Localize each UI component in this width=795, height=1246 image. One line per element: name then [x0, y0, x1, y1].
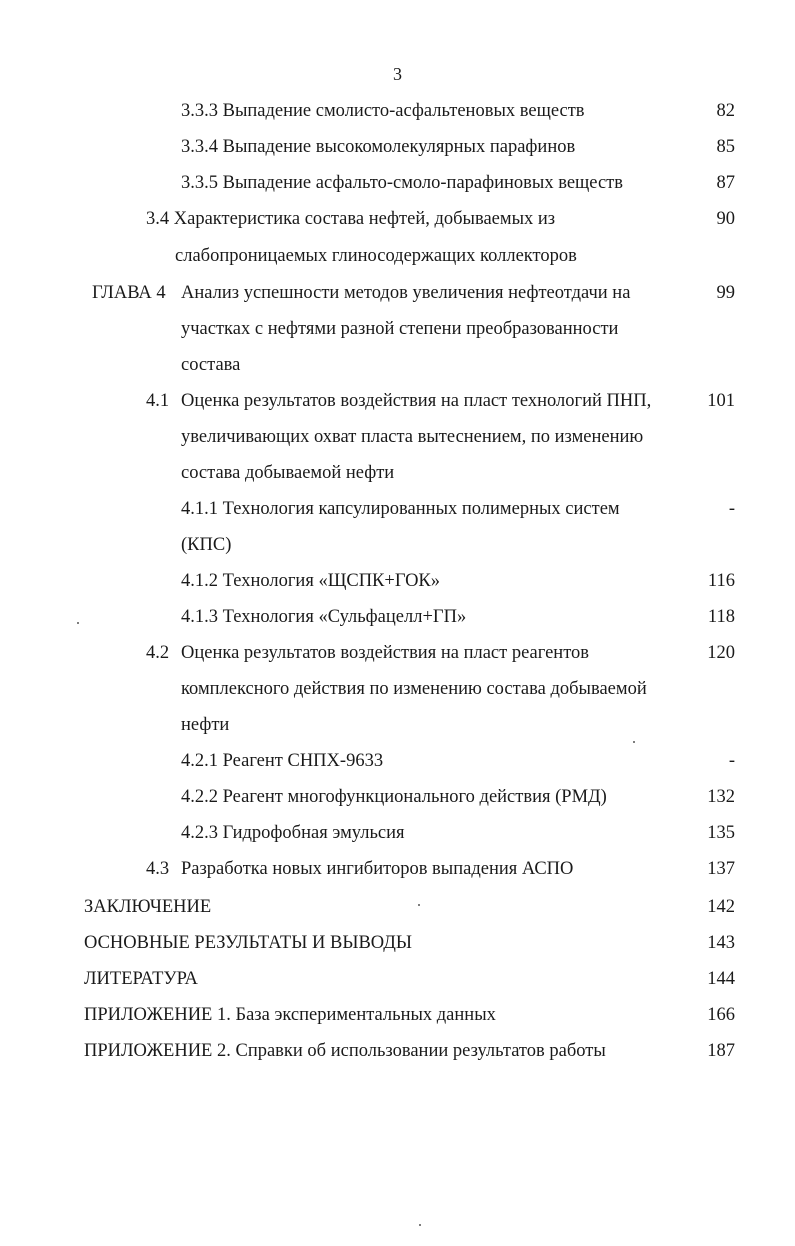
- toc-entry-4-2-3-page: 135: [707, 823, 735, 843]
- toc-entry-3-3-4-title: 3.3.4 Выпадение высокомолекулярных парафинов: [181, 137, 576, 157]
- toc-entry-4-1-2-page: 116: [707, 571, 735, 591]
- toc-entry-3-4-page: 90: [716, 209, 735, 229]
- toc-conclusion-title: ЗАКЛЮЧЕНИЕ: [84, 897, 212, 917]
- toc-chapter-4-title-line-2: участках с нефтями разной степени преобразованности: [181, 319, 619, 339]
- toc-entry-4-3-title: Разработка новых ингибиторов выпадения АСПО: [181, 859, 574, 879]
- toc-entry-3-4-title-line-2: слабопроницаемых глиносодержащих коллекторов: [175, 246, 577, 266]
- toc-entry-4-2-title-line-1: Оценка результатов воздействия на пласт реагентов: [181, 643, 590, 663]
- toc-entry-4-2-1-title: 4.2.1 Реагент СНПХ-9633: [181, 751, 384, 771]
- toc-conclusion-page: 142: [707, 897, 735, 917]
- toc-entry-4-2-2-page: 132: [707, 787, 735, 807]
- scan-speck: [77, 622, 79, 624]
- toc-entry-4-2-number: 4.2: [146, 643, 170, 663]
- toc-appendix-1-title: ПРИЛОЖЕНИЕ 1. База экспериментальных данных: [84, 1005, 496, 1025]
- toc-entry-4-2-1-page: -: [728, 751, 735, 771]
- toc-entry-4-1-title-line-3: состава добываемой нефти: [181, 463, 395, 483]
- toc-entry-4-1-1-page: -: [728, 499, 735, 519]
- toc-literature-title: ЛИТЕРАТУРА: [84, 969, 198, 989]
- toc-chapter-4-title-line-1: Анализ успешности методов увеличения нефтеотдачи на: [181, 283, 631, 303]
- toc-entry-4-1-3-title: 4.1.3 Технология «Сульфацелл+ГП»: [181, 607, 467, 627]
- toc-entry-3-4-title-line-1: 3.4 Характеристика состава нефтей, добываемых из: [146, 209, 556, 229]
- toc-main-results-title: ОСНОВНЫЕ РЕЗУЛЬТАТЫ И ВЫВОДЫ: [84, 933, 412, 953]
- toc-entry-4-1-1-title-line-1: 4.1.1 Технология капсулированных полимерных систем: [181, 499, 620, 519]
- toc-entry-4-2-2-title: 4.2.2 Реагент многофункционального действия (РМД): [181, 787, 607, 807]
- toc-entry-4-2-title-line-2: комплексного действия по изменению состава добываемой: [181, 679, 647, 699]
- toc-entry-3-3-3-page: 82: [716, 101, 735, 121]
- toc-chapter-4-title-line-3: состава: [181, 355, 241, 375]
- toc-entry-4-2-title-line-3: нефти: [181, 715, 230, 735]
- toc-entry-4-3-number: 4.3: [146, 859, 170, 879]
- toc-literature-page: 144: [707, 969, 735, 989]
- scan-speck: [419, 1224, 421, 1226]
- toc-chapter-4-number: ГЛАВА 4: [92, 283, 166, 303]
- toc-entry-4-1-number: 4.1: [146, 391, 170, 411]
- toc-entry-3-3-5-page: 87: [716, 173, 735, 193]
- toc-entry-4-1-2-title: 4.1.2 Технология «ЩСПК+ГОК»: [181, 571, 441, 591]
- toc-entry-3-3-3-title: 3.3.3 Выпадение смолисто-асфальтеновых веществ: [181, 101, 585, 121]
- toc-entry-4-1-1-title-line-2: (КПС): [181, 535, 232, 555]
- toc-entry-4-1-title-line-2: увеличивающих охват пласта вытеснением, по изменению: [181, 427, 644, 447]
- toc-entry-4-3-page: 137: [707, 859, 735, 879]
- toc-appendix-1-page: 166: [707, 1005, 735, 1025]
- toc-appendix-2-page: 187: [707, 1041, 735, 1061]
- toc-entry-4-1-page: 101: [707, 391, 735, 411]
- toc-entry-4-1-title-line-1: Оценка результатов воздействия на пласт технологий ПНП,: [181, 391, 652, 411]
- page-number: 3: [393, 64, 402, 84]
- toc-entry-4-2-3-title: 4.2.3 Гидрофобная эмульсия: [181, 823, 405, 843]
- toc-main-results-page: 143: [707, 933, 735, 953]
- toc-entry-4-1-3-page: 118: [707, 607, 735, 627]
- scan-speck: [418, 904, 420, 906]
- toc-entry-3-3-4-page: 85: [716, 137, 735, 157]
- toc-entry-3-3-5-title: 3.3.5 Выпадение асфальто-смоло-парафиновых веществ: [181, 173, 623, 193]
- toc-entry-4-2-page: 120: [707, 643, 735, 663]
- scan-speck: [633, 741, 635, 743]
- toc-appendix-2-title: ПРИЛОЖЕНИЕ 2. Справки об использовании результатов работы: [84, 1041, 606, 1061]
- toc-chapter-4-page: 99: [716, 283, 735, 303]
